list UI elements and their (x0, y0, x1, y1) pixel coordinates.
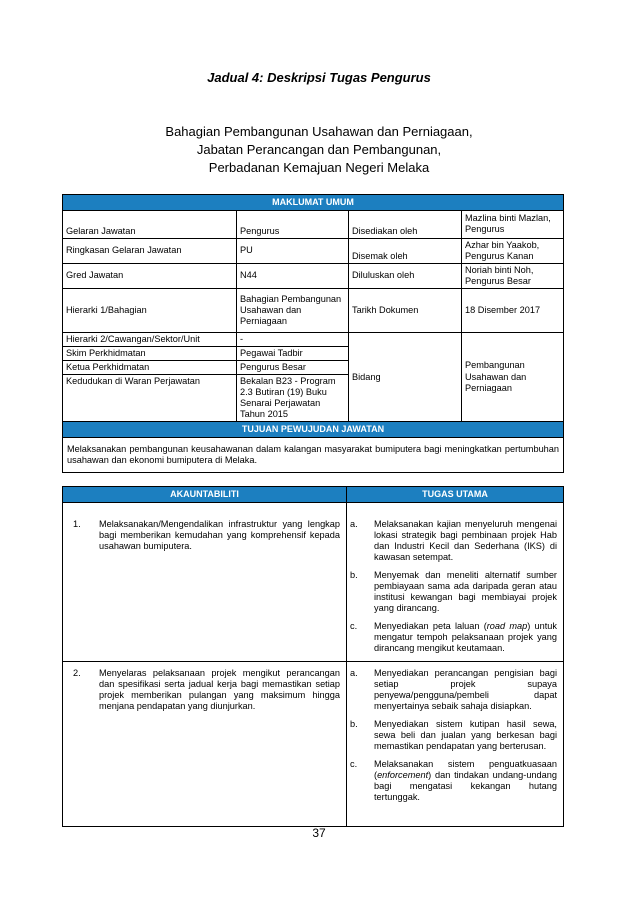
duty-item: b. Menyediakan sistem kutipan hasil sewa, sewa beli dan jualan yang berkesan bagi memastikan pendapatan yang berterusan. (350, 719, 557, 752)
maklumat-umum-header: MAKLUMAT UMUM (63, 195, 564, 211)
diluluskan-label: Diluluskan oleh (349, 263, 462, 288)
page-title: Jadual 4: Deskripsi Tugas Pengurus (207, 70, 431, 85)
duty-item: a. Menyediakan perancangan pengisian bagi setiap projek supaya penyewa/pengguna/pembeli dapat menyertainya sebaik sahaja disiapkan. (350, 668, 557, 712)
skim-value: Pegawai Tadbir (237, 346, 349, 360)
hierarki1-label: Hierarki 1/Bahagian (63, 288, 237, 332)
gelaran-value: Pengurus (237, 210, 349, 238)
general-info-table (62, 194, 564, 473)
duty-item: c. Menyediakan peta laluan (road map) untuk mengatur tempoh pelaksanaan projek yang dirancang mengikut keutamaan. (350, 621, 557, 654)
ketua-value: Pengurus Besar (237, 360, 349, 374)
subtitle-line-1: Bahagian Pembangunan Usahawan dan Perniagaan, (165, 124, 473, 139)
page-number: 37 (312, 826, 326, 840)
duty-item: c. Melaksanakan sistem penguatkuasaan (enforcement) dan tindakan undang-undang bagi mengatasi kekangan hutang tertunggak. (350, 759, 557, 803)
disemak-label: Disemak oleh (349, 238, 462, 263)
tarikh-label: Tarikh Dokumen (349, 288, 462, 332)
tarikh-value: 18 Disember 2017 (462, 288, 564, 332)
kedudukan-value: Bekalan B23 - Program 2.3 Butiran (19) Buku Senarai Perjawatan Tahun 2015 (237, 375, 349, 422)
accountability-item-1 (63, 502, 347, 661)
hierarki1-value: Bahagian Pembangunan Usahawan dan Perniagaan (237, 288, 349, 332)
tugas-header: TUGAS UTAMA (347, 487, 564, 503)
gred-value: N44 (237, 263, 349, 288)
duty-item: a. Melaksanakan kajian menyeluruh mengenai lokasi strategik bagi pembinaan projek Hab dan Industri Kecil dan Sederhana (IKS) di kawasan setempat. (350, 518, 557, 562)
skim-label: Skim Perkhidmatan (63, 346, 237, 360)
ringkasan-value: PU (237, 238, 349, 263)
item-number: 1. (73, 518, 81, 529)
subtitle-line-2: Jabatan Perancangan dan Pembangunan, (196, 142, 442, 157)
ketua-label: Ketua Perkhidmatan (63, 360, 237, 374)
hierarki2-value: - (237, 332, 349, 346)
disemak-value: Azhar bin Yaakob, Pengurus Kanan (462, 238, 564, 263)
item-text: Menyelaras pelaksanaan projek mengikut perancangan dan spesifikasi serta jadual kerja bagi memastikan setiap projek memberikan pulangan yang maksimum hingga menjana pendapatan yang diunjurkan. (99, 668, 340, 712)
gred-label: Gred Jawatan (63, 263, 237, 288)
accountability-table (62, 486, 564, 827)
kedudukan-label: Kedudukan di Waran Perjawatan (63, 375, 237, 422)
hierarki2-label: Hierarki 2/Cawangan/Sektor/Unit (63, 332, 237, 346)
bidang-value: Pembangunan Usahawan dan Perniagaan (462, 332, 564, 421)
item-number: 2. (73, 668, 81, 679)
subtitle-line-3: Perbadanan Kemajuan Negeri Melaka (208, 160, 430, 175)
gelaran-label: Gelaran Jawatan (63, 210, 237, 238)
accountability-item-2 (63, 662, 347, 827)
tujuan-header: TUJUAN PEWUJUDAN JAWATAN (63, 422, 564, 438)
diluluskan-value: Noriah binti Noh, Pengurus Besar (462, 263, 564, 288)
bidang-label: Bidang (349, 332, 462, 421)
disediakan-value: Mazlina binti Mazlan, Pengurus (462, 210, 564, 238)
duties-cell-2 (347, 662, 564, 827)
duty-item: b. Menyemak dan meneliti alternatif sumber pembiayaan sama ada daripada geran atau institusi kewangan bagi membiayai projek yang dirancang. (350, 569, 557, 614)
tujuan-text: Melaksanakan pembangunan keusahawanan dalam kalangan masyarakat bumiputera bagi meningkatkan pertumbuhan usahawan dan ekonomi bumiputera di Melaka. (63, 437, 564, 472)
ringkasan-label: Ringkasan Gelaran Jawatan (63, 238, 237, 263)
item-text: Melaksanakan/Mengendalikan infrastruktur yang lengkap bagi memberikan kemudahan yang komprehensif kepada usahawan bumiputera. (99, 518, 340, 551)
duties-cell-1 (347, 502, 564, 661)
disediakan-label: Disediakan oleh (349, 210, 462, 238)
akauntabiliti-header: AKAUNTABILITI (63, 487, 347, 503)
